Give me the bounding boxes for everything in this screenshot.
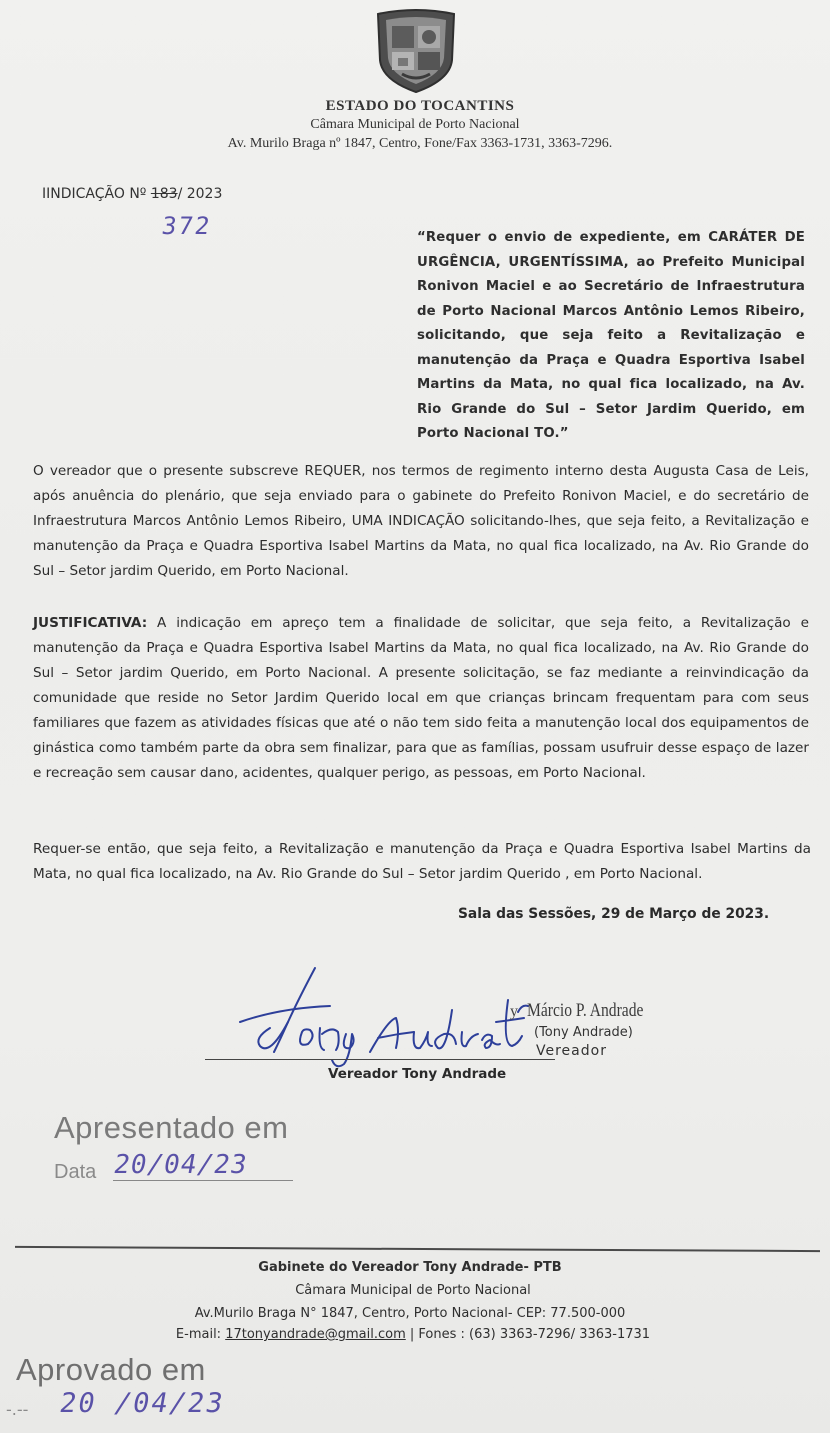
coat-of-arms-seal	[372, 8, 460, 94]
body-paragraph-3: Requer-se então, que seja feito, a Revitalização e manutenção da Praça e Quadra Esportiva Isabel Martins da Mata, no qual fica localizado, na Av. Rio Grande do Sul – Setor jardim Querido , em Porto Nacional.	[33, 841, 811, 882]
justification-paragraph	[33, 611, 809, 786]
approved-date: 20 /04/23	[57, 1388, 228, 1419]
signer-name: Vereador Tony Andrade	[328, 1066, 507, 1082]
state-heading: ESTADO DO TOCANTINS	[325, 98, 515, 114]
justification-label: JUSTIFICATIVA:	[33, 615, 148, 631]
struck-number: 183	[150, 186, 178, 202]
indication-number-line	[42, 186, 222, 202]
presented-date-underline	[113, 1180, 293, 1181]
indication-year: / 2023	[177, 186, 223, 202]
stamp-alias: (Tony Andrade)	[534, 1025, 633, 1040]
request-summary: “Requer o envio de expediente, em CARÁTER DE URGÊNCIA, URGENTÍSSIMA, ao Prefeito Municipal Ronivon Maciel e ao Secretário de Infraestrutura de Porto Nacional Marcos Antônio Lemos Ribeiro, solicitando, que seja feito a Revitalização e manutenção da Praça e Quadra Esportiva Isabel Martins da Mata, no qual fica localizado, na Av. Rio Grande do Sul – Setor Jardim Querido, em Porto Nacional TO.”	[417, 230, 805, 441]
signature-line	[205, 1059, 555, 1060]
body-paragraph-1: O vereador que o presente subscreve REQUER, nos termos de regimento interno desta Augusta Casa de Leis, após anuência do plenário, que seja enviado para o gabinete do Prefeito Ronivon Maciel, e do secretário de Infraestrutura Marcos Antônio Lemos Ribeiro, UMA INDICAÇÃO solicitando-lhes, que seja feito, a Revitalização e manutenção da Praça e Quadra Esportiva Isabel Martins da Mata, no qual fica localizado, na Av. Rio Grande do Sul – Setor jardim Querido, em Porto Nacional.	[33, 463, 809, 579]
stamp-name: Márcio P. Andrade	[527, 1000, 644, 1021]
footer-divider	[15, 1246, 820, 1252]
council-address: Av. Murilo Braga nº 1847, Centro, Fone/Fax 3363-1731, 3363-7296.	[227, 136, 613, 151]
footer-council: Câmara Municipal de Porto Nacional	[295, 1283, 531, 1298]
footer-address: Av.Murilo Braga N° 1847, Centro, Porto Nacional- CEP: 77.500-000	[194, 1306, 626, 1321]
presented-stamp-label: Apresentado em	[54, 1110, 289, 1145]
stamp-role: Vereador	[536, 1043, 607, 1059]
handwritten-indication-number: 372	[160, 212, 214, 240]
approved-stamp-label: Aprovado em	[16, 1352, 206, 1387]
stamp-prefix: y	[510, 1003, 518, 1020]
council-name: Câmara Municipal de Porto Nacional	[310, 117, 520, 132]
approved-date-prefix: -.--	[6, 1400, 29, 1419]
indication-prefix: IINDICAÇÃO Nº	[42, 186, 151, 202]
presented-date: 20/04/23	[111, 1150, 250, 1180]
justification-text: A indicação em apreço tem a finalidade de solicitar, que seja feito, a Revitalização e manutenção da Praça e Quadra Esportiva Isabel Martins da Mata, no qual fica localizado, na Av. Rio Grande do Sul – Setor jardim Querido, em Porto Nacional. A presente solicitação, se faz mediante a reinvindicação da comunidade que reside no Setor Jardim Querido local em que crianças brincam frequentam para com seus familiares que fazem as atividades físicas que até o não tem sido feita a manutenção local dos equipamentos de ginástica como também parte da obra sem finalizar, para que as famílias, possam usufruir desse espaço de lazer e recreação sem causar dano, acidentes, qualquer perigo, as pessoas, em Porto Nacional.	[33, 615, 809, 781]
session-place-date: Sala das Sessões, 29 de Março de 2023.	[458, 906, 770, 922]
email-link[interactable]: 17tonyandrade@gmail.com	[225, 1327, 406, 1342]
phones: | Fones : (63) 3363-7296/ 3363-1731	[405, 1327, 651, 1342]
email-label: E-mail:	[175, 1327, 226, 1342]
footer-contact	[0, 1327, 828, 1342]
presented-data-label: Data	[54, 1161, 97, 1183]
footer-office: Gabinete do Vereador Tony Andrade- PTB	[258, 1260, 562, 1275]
